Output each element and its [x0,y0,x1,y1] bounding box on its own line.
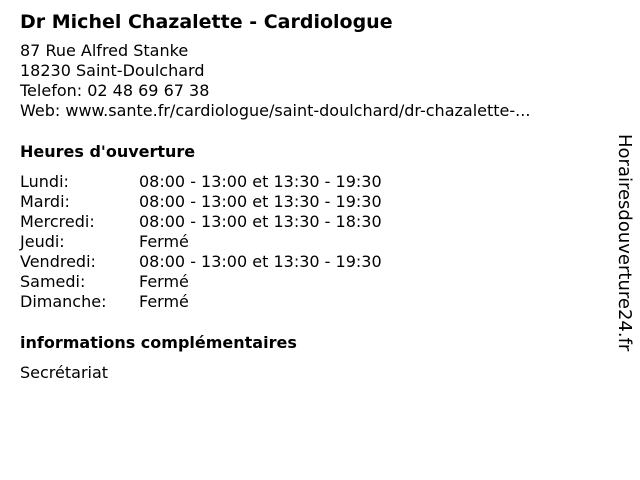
day-label: Samedi: [20,272,86,291]
street-address: 87 Rue Alfred Stanke [20,41,189,60]
hours-row-jeudi [20,232,590,252]
opening-hours-heading: Heures d'ouverture [20,142,196,161]
hours-value: Fermé [139,292,189,311]
practice-card [20,9,590,383]
hours-row-samedi [20,272,590,292]
hours-value: 08:00 - 13:00 et 13:30 - 19:30 [139,192,382,211]
site-watermark: Horairesdouverture24.fr [614,134,635,352]
hours-row-mercredi [20,212,590,232]
hours-value: 08:00 - 13:00 et 13:30 - 19:30 [139,172,382,191]
website-link[interactable]: Web: www.sante.fr/cardiologue/saint-doulchard/dr-chazalette-... [20,101,531,120]
day-label: Vendredi: [20,252,96,271]
day-label: Lundi: [20,172,69,191]
hours-value: Fermé [139,272,189,291]
hours-row-dimanche [20,292,590,312]
hours-row-lundi [20,172,590,192]
hours-row-vendredi [20,252,590,272]
hours-value: 08:00 - 13:00 et 13:30 - 18:30 [139,212,382,231]
hours-value: 08:00 - 13:00 et 13:30 - 19:30 [139,252,382,271]
hours-row-mardi [20,192,590,212]
additional-info-text: Secrétariat [20,363,109,382]
page-title: Dr Michel Chazalette - Cardiologue [20,11,393,33]
day-label: Mercredi: [20,212,95,231]
city-address: 18230 Saint-Doulchard [20,61,205,80]
opening-hours-table [20,172,590,312]
day-label: Dimanche: [20,292,107,311]
hours-value: Fermé [139,232,189,251]
additional-info-heading: informations complémentaires [20,333,297,352]
day-label: Mardi: [20,192,70,211]
day-label: Jeudi: [20,232,65,251]
phone-number: Telefon: 02 48 69 67 38 [20,81,210,100]
